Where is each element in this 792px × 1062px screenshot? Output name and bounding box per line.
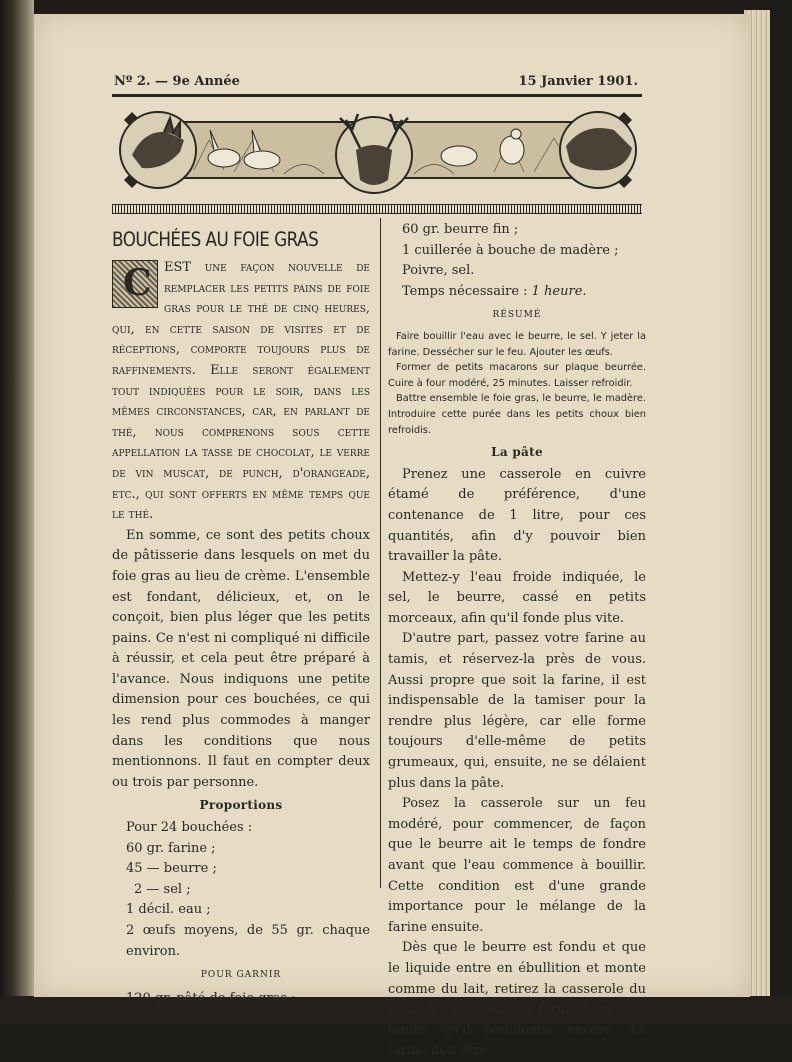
proportion-line: Pour 24 bouchées :: [126, 820, 253, 836]
proportion-line: 60 gr. farine ;: [126, 840, 216, 856]
article-title: BOUCHÉES AU FOIE GRAS: [112, 228, 319, 251]
pate-paragraph: D'autre part, passez votre farine au tamis, et réservez-la près de vous. Aussi propre que soit la farine, il est indispensable de la tamiser pour la rendre plus légère, car elle forme toujours d'elle-même de petits grumeaux, qui, ensuite, ne se délaient plus dans la pâte.: [388, 631, 646, 791]
issue-date: 15 Janvier 1901.: [518, 74, 638, 89]
proportion-line: 1 décil. eau ;: [126, 902, 211, 918]
garnir-line: Poivre, sel.: [402, 263, 475, 279]
page-header: [114, 74, 644, 94]
ornamental-rule: [112, 204, 642, 214]
animal-vignette-illustration: [114, 100, 642, 200]
pate-paragraph: Prenez une casserole en cuivre étamé de préférence, d'une contenance de 1 litre, pour ces quantités, afin d'y pouvoir bien travailler la pâte.: [388, 466, 646, 565]
time-value: 1 heure.: [531, 283, 587, 299]
right-column: [388, 220, 646, 1062]
pate-paragraph: Dès que le beurre est fondu et que le liquide entre en ébullition et monte comme du lait, retirez la casserole du plein feu et jetez-y la farine bien vite, tandis qu'il bouillonne encore. La farine doit être: [388, 940, 646, 1059]
garnir-line: 1 cuillerée à bouche de madère ;: [402, 242, 619, 258]
proportion-line: 2 — sel ;: [134, 881, 191, 897]
left-column: [112, 258, 370, 1009]
proportion-line: 2 œufs moyens, de 55 gr. chaque environ.: [126, 923, 370, 959]
paragraph-pastry: En somme, ce sont des petits choux de pâtisserie dans lesquels on met du foie gras au lieu de crème. L'ensemble est fondant, délicieux, et, on le conçoit, bien plus léger que les petits pains. Ce n'est ni compliqué ni difficile à réussir, et cela peut être préparé à l'avance. Nous indiquons une petite dimension pour ces bouchées, ce qui les rend plus commodes à manger dans les conditions que nous mentionnons. Il faut en compter deux ou trois par personne.: [112, 527, 370, 790]
garnir-line: 60 gr. beurre fin ;: [402, 222, 519, 237]
resume-heading: RÉSUMÉ: [492, 310, 542, 321]
intro-paragraph: C EST une façon nouvelle de remplacer les petits pains de foie gras pour le thé de cinq heures, qui, en cette saison de visites et de réceptions, comporte toujours plus de raffinements. Elle seront également tout indiquées pour le soir, dans les mêmes circonstances, car, en parlant de thé, nous comprenons sous cette appellation la tasse de chocolat, le verre de vin muscat, de punch, d'orangeade, etc., qui sont offerts en même temps que le thé.: [112, 260, 370, 523]
dropcap-ornament: C: [112, 260, 158, 308]
time-needed: Temps nécessaire : 1 heure.: [402, 283, 587, 299]
book-spine: [0, 0, 34, 1024]
resume-paragraph: Faire bouillir l'eau avec le beurre, le sel. Y jeter la farine. Dessécher sur le feu. Ajouter les œufs.: [388, 330, 646, 358]
proportion-line: 45 — beurre ;: [126, 861, 217, 877]
pate-heading: La pâte: [491, 445, 543, 460]
issue-number: Nº 2. — 9e Année: [114, 74, 240, 89]
resume-block: [388, 329, 646, 438]
proportions-heading: Proportions: [199, 798, 283, 813]
garnir-heading: POUR GARNIR: [200, 970, 282, 981]
resume-paragraph: Battre ensemble le foie gras, le beurre, le madère. Introduire cette purée dans les petits choux bien refroidis.: [388, 393, 646, 436]
pate-paragraph: Posez la casserole sur un feu modéré, pour commencer, de façon que le beurre ait le temps de fondre avant que l'eau commence à bouillir. Cette condition est d'une grande importance pour le mélange de la farine ensuite.: [388, 796, 646, 935]
pate-paragraph: Mettez-y l'eau froide indiquée, le sel, le beurre, cassé en petits morceaux, afin qu'il fonde plus vite.: [388, 569, 646, 626]
garnir-line: 120 gr. pâté de foie gras ;: [126, 990, 296, 1006]
column-divider: [380, 218, 381, 888]
resume-paragraph: Former de petits macarons sur plaque beurrée. Cuire à four modéré, 25 minutes. Laisser refroidir.: [388, 362, 646, 389]
stag-head-icon: [356, 145, 392, 185]
header-rule: [112, 94, 642, 97]
